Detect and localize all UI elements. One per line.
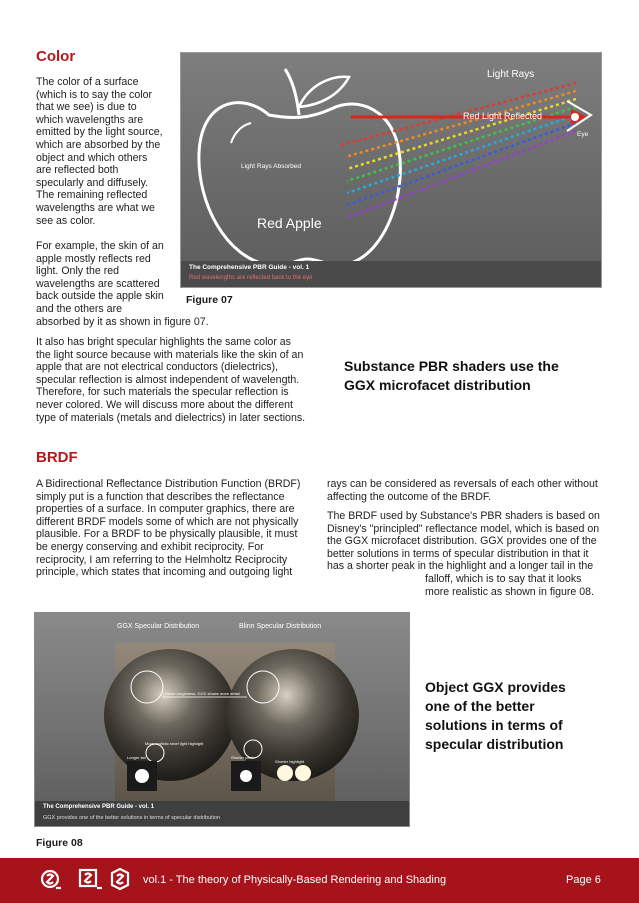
figure-08-label: Figure 08 — [36, 837, 83, 849]
apple-stem — [285, 69, 299, 115]
note-shorter-highlight: Shorter highlight — [275, 759, 305, 764]
figure-08-caption-sub: GGX provides one of the better solutions in terms of specular distribution — [43, 815, 221, 821]
note-shorter-peak: Shorter peak — [231, 755, 254, 760]
blinn-title: Blinn Specular Distribution — [239, 623, 322, 630]
color-paragraph-1: The color of a surface (which is to say the color that we see) is due to which wavelengths are emitted by the light source, which are absorbed by the object and which others are reflected both specularly and diffusely. The remaining reflected wavelengths are what we see as color. — [36, 76, 163, 227]
figure-07-caption-sub: Red wavelengths are reflected back to the eye — [189, 275, 313, 281]
substance-logo-icon-2 — [80, 870, 102, 888]
note-same-roughness: Same roughness, GGX shows more detail — [165, 691, 240, 696]
substance-logo-icon-3 — [112, 869, 128, 889]
substance-logo-icon-1 — [42, 871, 61, 888]
ggx-sphere — [104, 649, 236, 781]
figure-08-caption-title: The Comprehensive PBR Guide - vol. 1 — [43, 804, 155, 810]
red-light-reflected-label: Red Light Reflected — [463, 111, 543, 121]
light-rays-label: Light Rays — [487, 69, 535, 80]
note-longer-tail: Longer tail — [127, 755, 146, 760]
figure-08-image — [34, 612, 410, 827]
footer-title: vol.1 - The theory of Physically-Based Rendering and Shading — [143, 874, 447, 886]
color-heading: Color — [36, 48, 76, 65]
note-realistic: More realistic short light highlight — [145, 741, 204, 746]
eye-label: Eye — [577, 131, 589, 138]
apple-leaf — [299, 77, 349, 107]
red-apple-label: Red Apple — [257, 215, 322, 231]
brdf-right-paragraph-1: rays can be considered as reversals of each other without affecting the outcome of the BRDF. — [327, 478, 598, 503]
figure-07-caption-title: The Comprehensive PBR Guide - vol. 1 — [189, 264, 310, 271]
brdf-heading: BRDF — [36, 449, 78, 466]
ggx-title: GGX Specular Distribution — [117, 623, 200, 630]
figure-07-image — [180, 52, 602, 288]
figure-07-label: Figure 07 — [186, 294, 233, 306]
light-rays-absorbed-label: Light Rays Absorbed — [241, 163, 301, 170]
brdf-right-paragraph-2-tail: falloff, which is to say that it looks more realistic as shown in figure 08. — [425, 573, 594, 598]
brdf-left-paragraph: A Bidirectional Reflectance Distribution Function (BRDF) simply put is a function that describes the reflectance properties of a surface. In computer graphics, there are different BRDF models some of which are not physically plausible. For a BRDF to be physically plausible, it must be energy conserving and exhibit reciprocity. For reciprocity, I am referring to the Helmholtz Reciprocity principle, which states that incoming and outgoing light — [36, 478, 301, 579]
callout-object-ggx: Object GGX provides one of the better solutions in terms of specular distribution — [425, 679, 566, 752]
page-footer — [0, 858, 639, 903]
color-paragraph-2: For example, the skin of an apple mostly reflects red light. Only the red wavelengths are scattered back outside the apple skin and the others are absorbed by it as shown in figure 07. — [36, 240, 209, 328]
callout-substance-ggx: Substance PBR shaders use the GGX microfacet distribution — [344, 358, 559, 393]
color-paragraph-3: It also has bright specular highlights the same color as the light source because with materials like the skin of an apple that are not electrical conductors (dielectrics), specular reflection is almost independent of wavelength. Therefore, for such materials the specular reflection is never colored. We will discuss more about the different type of materials (metals and dielectrics) in later sections. — [36, 336, 306, 424]
page-number: Page 6 — [566, 874, 601, 886]
brdf-right-paragraph-2: The BRDF used by Substance's PBR shaders is based on Disney's "principled" reflectance model, which is based on the GGX microfacet distribution. GGX provides one of the better solutions in terms of specular distribution in that it has a shorter peak in the highlight and a longer tail in the — [327, 510, 600, 573]
